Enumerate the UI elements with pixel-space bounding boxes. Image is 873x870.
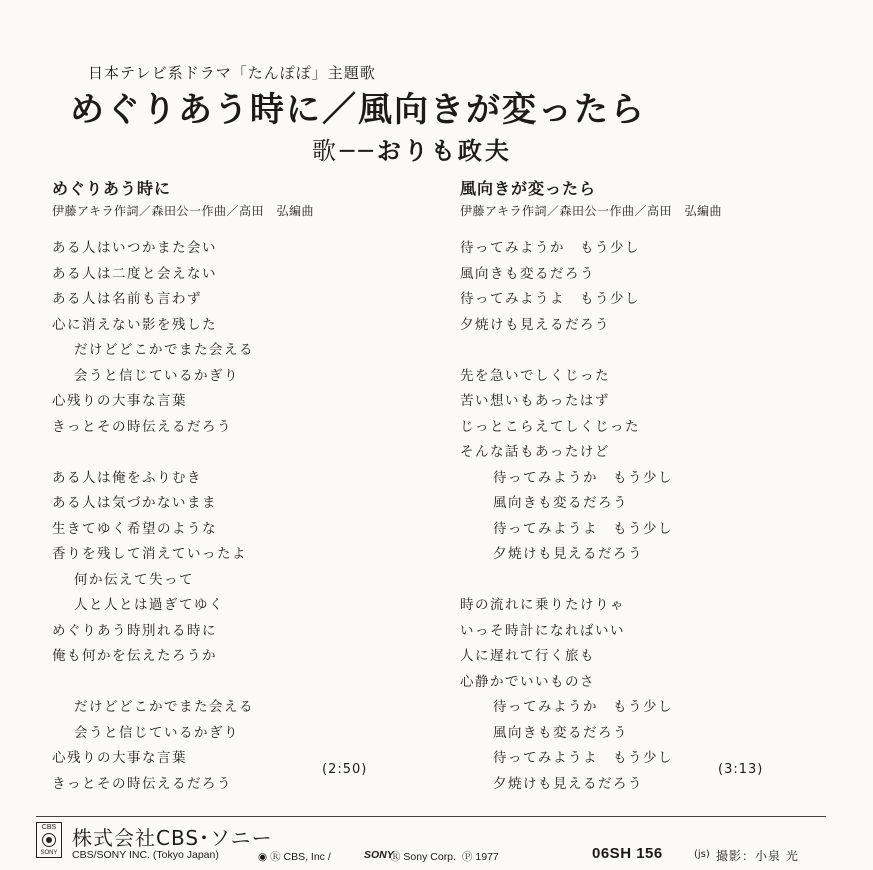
song-a-lyric-line: きっとその時伝えるだろう [52,775,232,792]
song-a-lyric-line: 俺も何かを伝えたろうか [52,648,217,664]
catalog-number: 06SH 156 [592,845,663,862]
copyright-sony-mark: SONY [364,849,394,861]
cbs-sony-logo [36,822,62,858]
song-b-lyric-line: 待ってみようか もう少し [493,699,673,715]
company-name: 株式会社CBS･ソニー [72,826,273,850]
song-b-lyric-line: 待ってみようよ もう少し [460,291,640,307]
song-b-credit: 伊藤アキラ作詞／森田公一作曲／高田 弘編曲 [460,204,723,218]
song-b-lyric-line: 風向きも変るだろう [493,724,628,741]
song-b-lyric-line: 待ってみようか もう少し [460,240,640,256]
song-b-title: 風向きが変ったら [460,179,597,198]
copyright-cbs: ◉ Ⓡ CBS, Inc / [258,851,331,863]
singer-label: 歌── [312,137,377,165]
song-b-lyric-line: 夕焼けも見えるだろう [493,546,643,562]
logo-sony-text: SONY [40,850,58,856]
song-a-lyric-line: ある人は名前も言わず [52,291,202,307]
song-a-stanza-gap [52,670,382,696]
song-a-lyric-line: だけどどこかでまた会える [74,342,254,358]
singer-credit [312,131,512,166]
phonogram-year: Ⓟ 1977 [462,851,499,863]
song-a-lyrics [52,236,382,797]
song-a-panel [52,176,382,797]
song-b-lyric-line: 苦い想いもあったはず [460,393,610,409]
song-b-lyric-line: 夕焼けも見えるだろう [460,316,610,333]
song-b-lyric-line: 風向きも変るだろう [493,495,628,511]
song-b-stanza-gap [460,338,800,364]
singer-name: おりも政夫 [376,137,512,165]
song-b-lyric-line: 待ってみようか もう少し [493,469,673,486]
release-title: めぐりあう時に／風向きが変ったら [70,90,646,130]
song-a-lyric-line: ある人は気づかないまま [52,495,217,511]
song-a-lyric-line: ある人は俺をふりむき [52,469,202,486]
song-a-lyric-line: 何か伝えて失って [74,571,194,588]
drama-theme-subtitle: 日本テレビ系ドラマ「たんぽぽ」主題歌 [88,64,376,82]
song-a-lyric-line: だけどどこかでまた会える [74,699,254,715]
song-b-lyric-line: 風向きも変るだろう [460,265,595,282]
song-b-stanza-gap [460,568,800,594]
song-b-lyric-line: いっそ時計になればいい [460,622,625,639]
footer-divider [36,816,826,817]
company-inc: CBS/SONY INC. (Tokyo Japan) [72,849,219,861]
song-b-lyric-line: 夕焼けも見えるだろう [493,775,643,792]
song-b-lyric-line: 待ってみようよ もう少し [493,750,673,766]
song-a-credit: 伊藤アキラ作詞／森田公一作曲／高田 弘編曲 [52,204,315,218]
song-a-title: めぐりあう時に [52,179,172,198]
logo-cbs-text: CBS [41,824,57,831]
song-a-lyric-line: 心残りの大事な言葉 [52,750,187,766]
copyright-sony-corp: Ⓡ Sony Corp. [390,851,456,863]
cbs-eye-icon [42,833,56,847]
song-a-lyric-line: 心残りの大事な言葉 [52,393,187,409]
song-b-lyric-line: そんな話もあったけど [460,444,610,460]
song-b-lyric-line: 待ってみようよ もう少し [493,520,673,537]
song-a-lyric-line: 会うと信じているかぎり [74,367,239,384]
song-a-lyric-line: 生きてゆく希望のような [52,520,217,537]
song-a-lyric-line: 香りを残して消えていったよ [52,546,247,562]
song-a-lyric-line: めぐりあう時別れる時に [52,622,217,639]
js-mark: (js) [694,849,710,860]
song-b-lyric-line: じっとこらえてしくじった [460,418,640,435]
song-a-lyric-line: ある人はいつかまた会い [52,240,217,256]
song-a-duration: (2:50) [322,762,368,777]
song-a-stanza-gap [52,440,382,466]
song-b-lyric-line: 心静かでいいものさ [460,673,595,690]
song-b-lyrics [460,236,800,797]
song-b-lyric-line: 人に遅れて行く旅も [460,648,595,664]
song-b-lyric-line: 先を急いでしくじった [460,367,610,384]
song-a-lyric-line: 人と人とは過ぎてゆく [74,597,224,613]
photo-credit: 撮影：小泉 光 [716,849,799,863]
song-a-lyric-line: ある人は二度と会えない [52,265,217,282]
song-b-panel [460,176,800,797]
song-b-duration: (3:13) [718,762,764,777]
song-a-lyric-line: 心に消えない影を残した [52,316,217,333]
song-b-lyric-line: 時の流れに乗りたけりゃ [460,597,625,613]
song-a-lyric-line: きっとその時伝えるだろう [52,418,232,435]
song-a-lyric-line: 会うと信じているかぎり [74,724,239,741]
